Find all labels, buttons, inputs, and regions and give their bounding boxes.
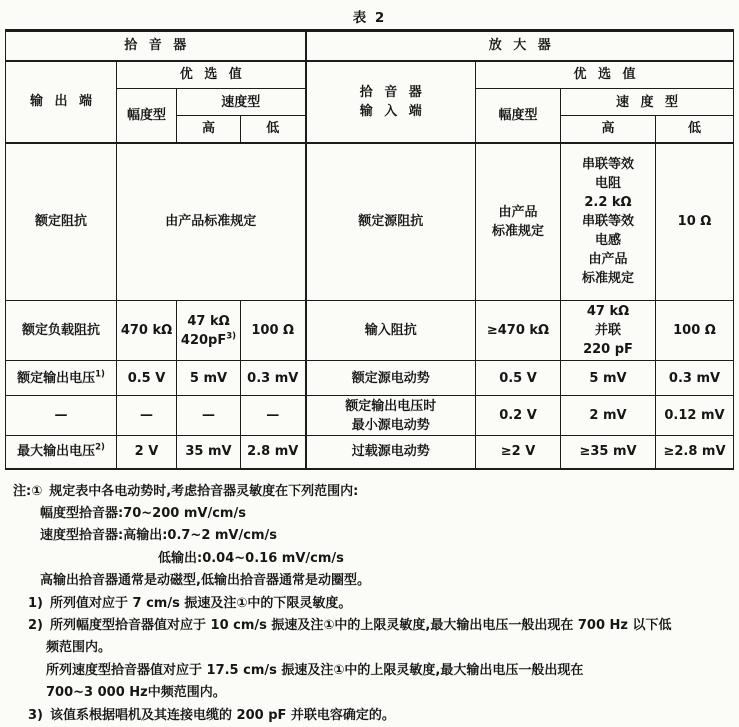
cell-line: 串联等效 bbox=[581, 157, 634, 173]
input-impedance-velocity-low: 100 Ω bbox=[656, 301, 734, 361]
note-line: 高输出拾音器通常是动磁型,低输出拾音器通常是动圈型。 bbox=[40, 573, 370, 589]
cell-line: 并联 bbox=[594, 323, 621, 338]
rated-source-emf-amplitude: 0.5 V bbox=[476, 361, 561, 396]
note-marker: 注:① bbox=[13, 483, 43, 499]
rated-load-impedance-amplitude: 470 kΩ bbox=[117, 301, 177, 361]
output-terminal-header: 输 出 端 bbox=[6, 61, 117, 143]
cell-line: 2.2 kΩ bbox=[584, 195, 632, 211]
cell-line bbox=[179, 331, 238, 350]
footnote-line bbox=[28, 615, 739, 637]
footnote-ref: 3) bbox=[226, 331, 237, 342]
footnote-line bbox=[28, 705, 739, 727]
rated-load-impedance-velocity-low: 100 Ω bbox=[241, 301, 306, 361]
amplitude-right-header: 幅度型 bbox=[476, 89, 561, 143]
rated-source-emf-velocity-high: 5 mV bbox=[561, 361, 656, 396]
rated-output-voltage-label bbox=[6, 361, 117, 396]
rated-source-emf-label: 额定源电动势 bbox=[306, 361, 476, 396]
cell-line: 电感 bbox=[594, 233, 621, 249]
velocity-right-header: 速 度 型 bbox=[561, 89, 734, 116]
preferred-values-right-header: 优 选 值 bbox=[476, 61, 734, 89]
pickup-input-line2: 输 入 端 bbox=[359, 103, 422, 119]
table-row bbox=[6, 361, 734, 396]
input-impedance-amplitude: ≥470 kΩ bbox=[476, 301, 561, 361]
table-row bbox=[6, 31, 734, 61]
table-title: 表 2 bbox=[352, 10, 387, 26]
cell-line: 47 kΩ bbox=[586, 304, 630, 319]
input-impedance-label: 输入阻抗 bbox=[306, 301, 476, 361]
cell-line: 由产品 bbox=[498, 204, 538, 220]
overload-source-emf-label: 过载源电动势 bbox=[306, 436, 476, 469]
cell-line: 最小源电动势 bbox=[351, 417, 430, 433]
footnote-marker: 1) bbox=[28, 595, 43, 611]
note-line bbox=[13, 481, 739, 503]
footnote-ref: 1) bbox=[95, 369, 105, 380]
note-line: 低输出:0.04~0.16 mV/cm/s bbox=[158, 550, 344, 566]
dash-cell: — bbox=[177, 396, 241, 436]
overload-source-emf-amplitude: ≥2 V bbox=[476, 436, 561, 469]
max-output-voltage-velocity-low: 2.8 mV bbox=[241, 436, 306, 469]
pickup-group-header: 拾 音 器 bbox=[6, 31, 306, 61]
cell-line: 电阻 bbox=[594, 176, 621, 192]
cell-line: 标准规定 bbox=[581, 271, 634, 287]
rated-source-impedance-velocity-low: 10 Ω bbox=[656, 143, 734, 301]
cell-text: 额定输出电压 bbox=[17, 370, 96, 386]
spec-table bbox=[5, 29, 734, 470]
table-row bbox=[6, 301, 734, 361]
amplifier-group-header: 放 大 器 bbox=[306, 31, 734, 61]
rated-load-impedance-label: 额定负载阻抗 bbox=[6, 301, 117, 361]
rated-impedance-label: 额定阻抗 bbox=[6, 143, 117, 301]
pickup-input-header bbox=[306, 61, 476, 143]
notes-section bbox=[0, 481, 739, 727]
max-output-voltage-label bbox=[6, 436, 117, 469]
rated-output-voltage-velocity-low: 0.3 mV bbox=[241, 361, 306, 396]
overload-source-emf-velocity-high: ≥35 mV bbox=[561, 436, 656, 469]
note-text: 规定表中各电动势时,考虑拾音器灵敏度在下列范围内: bbox=[49, 483, 359, 499]
rated-source-impedance-velocity-high bbox=[561, 143, 656, 301]
low-left-header: 低 bbox=[241, 116, 306, 143]
amplitude-left-header: 幅度型 bbox=[117, 89, 177, 143]
rated-output-voltage-velocity-high: 5 mV bbox=[177, 361, 241, 396]
rated-source-emf-velocity-low: 0.3 mV bbox=[656, 361, 734, 396]
footnote-text: 所列值对应于 7 cm/s 振速及注①中的下限灵敏度。 bbox=[50, 595, 352, 611]
table-row bbox=[6, 61, 734, 89]
table-row bbox=[6, 436, 734, 469]
dash-cell: — bbox=[117, 396, 177, 436]
rated-impedance-value: 由产品标准规定 bbox=[117, 143, 306, 301]
rated-load-impedance-velocity-high bbox=[177, 301, 241, 361]
cell-line: 额定输出电压时 bbox=[345, 398, 437, 414]
note-line: 幅度型拾音器:70~200 mV/cm/s bbox=[40, 505, 246, 521]
note-line: 速度型拾音器:高输出:0.7~2 mV/cm/s bbox=[40, 528, 277, 544]
rated-source-impedance-amplitude bbox=[476, 143, 561, 301]
preferred-values-left-header: 优 选 值 bbox=[117, 61, 306, 89]
max-output-voltage-amplitude: 2 V bbox=[117, 436, 177, 469]
cell-line: 串联等效 bbox=[581, 214, 634, 230]
cell-line: 220 pF bbox=[583, 342, 633, 357]
table-row bbox=[6, 396, 734, 436]
footnote-text: 所列幅度型拾音器值对应于 10 cm/s 振速及注①中的上限灵敏度,最大输出电压一般出现在 700 Hz 以下低 bbox=[50, 617, 672, 633]
footnote-line: 所列速度型拾音器值对应于 17.5 cm/s 振速及注①中的上限灵敏度,最大输出电压一般出现在 bbox=[46, 662, 584, 678]
cell-text: 最大输出电压 bbox=[17, 444, 96, 460]
rated-output-voltage-amplitude: 0.5 V bbox=[117, 361, 177, 396]
input-impedance-velocity-high bbox=[561, 301, 656, 361]
footnote-text: 该值系根据唱机及其连接电缆的 200 pF 并联电容确定的。 bbox=[50, 707, 395, 723]
min-source-emf-velocity-high: 2 mV bbox=[561, 396, 656, 436]
footnote-ref: 2) bbox=[95, 442, 105, 453]
dash-cell: — bbox=[6, 396, 117, 436]
footnote-marker: 3) bbox=[28, 707, 43, 723]
cell-line: 由产品 bbox=[588, 252, 628, 268]
pickup-input-line1: 拾 音 器 bbox=[359, 84, 422, 100]
high-right-header: 高 bbox=[561, 116, 656, 143]
min-source-emf-velocity-low: 0.12 mV bbox=[656, 396, 734, 436]
footnote-line: 频范围内。 bbox=[46, 640, 112, 656]
min-source-emf-amplitude: 0.2 V bbox=[476, 396, 561, 436]
footnote-line bbox=[28, 593, 739, 615]
high-left-header: 高 bbox=[177, 116, 241, 143]
overload-source-emf-velocity-low: ≥2.8 mV bbox=[656, 436, 734, 469]
cell-text: 420pF bbox=[180, 332, 227, 348]
low-right-header: 低 bbox=[656, 116, 734, 143]
dash-cell: — bbox=[241, 396, 306, 436]
cell-line: 47 kΩ bbox=[187, 313, 230, 329]
footnote-line: 700~3 000 Hz中频范围内。 bbox=[46, 685, 226, 701]
min-source-emf-label bbox=[306, 396, 476, 436]
cell-line: 标准规定 bbox=[491, 223, 544, 239]
rated-source-impedance-label: 额定源阻抗 bbox=[306, 143, 476, 301]
velocity-left-header: 速度型 bbox=[177, 89, 306, 116]
table-row bbox=[6, 143, 734, 301]
footnote-marker: 2) bbox=[28, 617, 43, 633]
max-output-voltage-velocity-high: 35 mV bbox=[177, 436, 241, 469]
